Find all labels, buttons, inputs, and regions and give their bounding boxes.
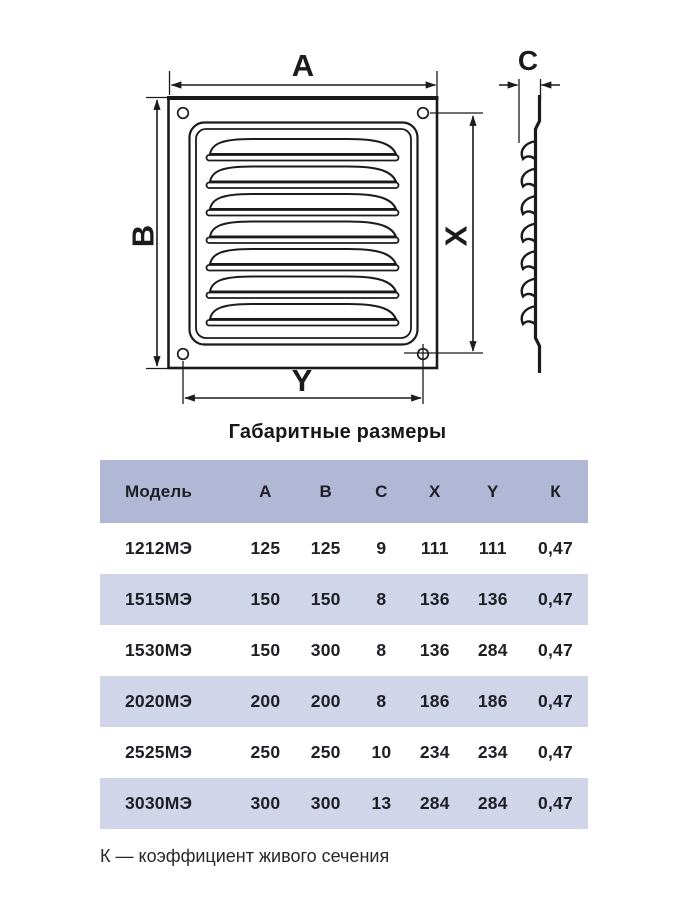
column-header-a: A [235,460,295,523]
column-header-x: X [407,460,463,523]
cell-k: 0,47 [523,676,588,727]
dimension-drawing [0,0,675,412]
cell-k: 0,47 [523,523,588,574]
cell-y: 111 [463,523,523,574]
column-header-model: Модель [100,460,235,523]
dim-label-x: X [438,225,474,247]
cell-x: 186 [407,676,463,727]
cell-a: 150 [235,574,295,625]
column-header-y: Y [463,460,523,523]
dim-label-c: C [517,45,539,76]
table-row [100,625,588,676]
cell-model: 1515МЭ [100,574,235,625]
grille-side-profile [522,95,540,373]
cell-a: 200 [235,676,295,727]
cell-b: 250 [296,727,356,778]
cell-y: 186 [463,676,523,727]
cell-c: 13 [356,778,407,829]
louver-slats [207,139,399,326]
cell-c: 8 [356,625,407,676]
cell-c: 10 [356,727,407,778]
cell-y: 234 [463,727,523,778]
column-header-b: B [296,460,356,523]
cell-a: 250 [235,727,295,778]
cell-model: 1530МЭ [100,625,235,676]
cell-x: 234 [407,727,463,778]
column-header-k: К [523,460,588,523]
profile-louver-bumps [522,141,536,325]
cell-k: 0,47 [523,727,588,778]
cell-y: 136 [463,574,523,625]
cell-a: 125 [235,523,295,574]
cell-model: 2020МЭ [100,676,235,727]
cell-model: 3030МЭ [100,778,235,829]
cell-model: 1212МЭ [100,523,235,574]
column-header-c: C [356,460,407,523]
cell-k: 0,47 [523,574,588,625]
cell-k: 0,47 [523,778,588,829]
cell-c: 9 [356,523,407,574]
cell-x: 111 [407,523,463,574]
cell-y: 284 [463,625,523,676]
cell-y: 284 [463,778,523,829]
table-row [100,523,588,574]
table-header-row [100,460,588,523]
profile-body-line [536,95,540,373]
table-row [100,676,588,727]
dimensions-table [100,460,588,829]
table-row [100,574,588,625]
cell-a: 300 [235,778,295,829]
cell-b: 150 [296,574,356,625]
cell-c: 8 [356,676,407,727]
cell-x: 284 [407,778,463,829]
cell-x: 136 [407,625,463,676]
cell-b: 125 [296,523,356,574]
cell-k: 0,47 [523,625,588,676]
cell-x: 136 [407,574,463,625]
cell-b: 300 [296,778,356,829]
cell-a: 150 [235,625,295,676]
section-title: Габаритные размеры [228,421,447,443]
dim-label-b: B [125,224,161,248]
dim-label-a: A [291,48,315,83]
cell-model: 2525МЭ [100,727,235,778]
cell-b: 300 [296,625,356,676]
table-row [100,727,588,778]
table-row [100,778,588,829]
grille-front-view [167,98,439,369]
cell-c: 8 [356,574,407,625]
footnote: К — коэффициент живого сечения [100,846,390,866]
dim-label-y: Y [291,363,313,398]
cell-b: 200 [296,676,356,727]
